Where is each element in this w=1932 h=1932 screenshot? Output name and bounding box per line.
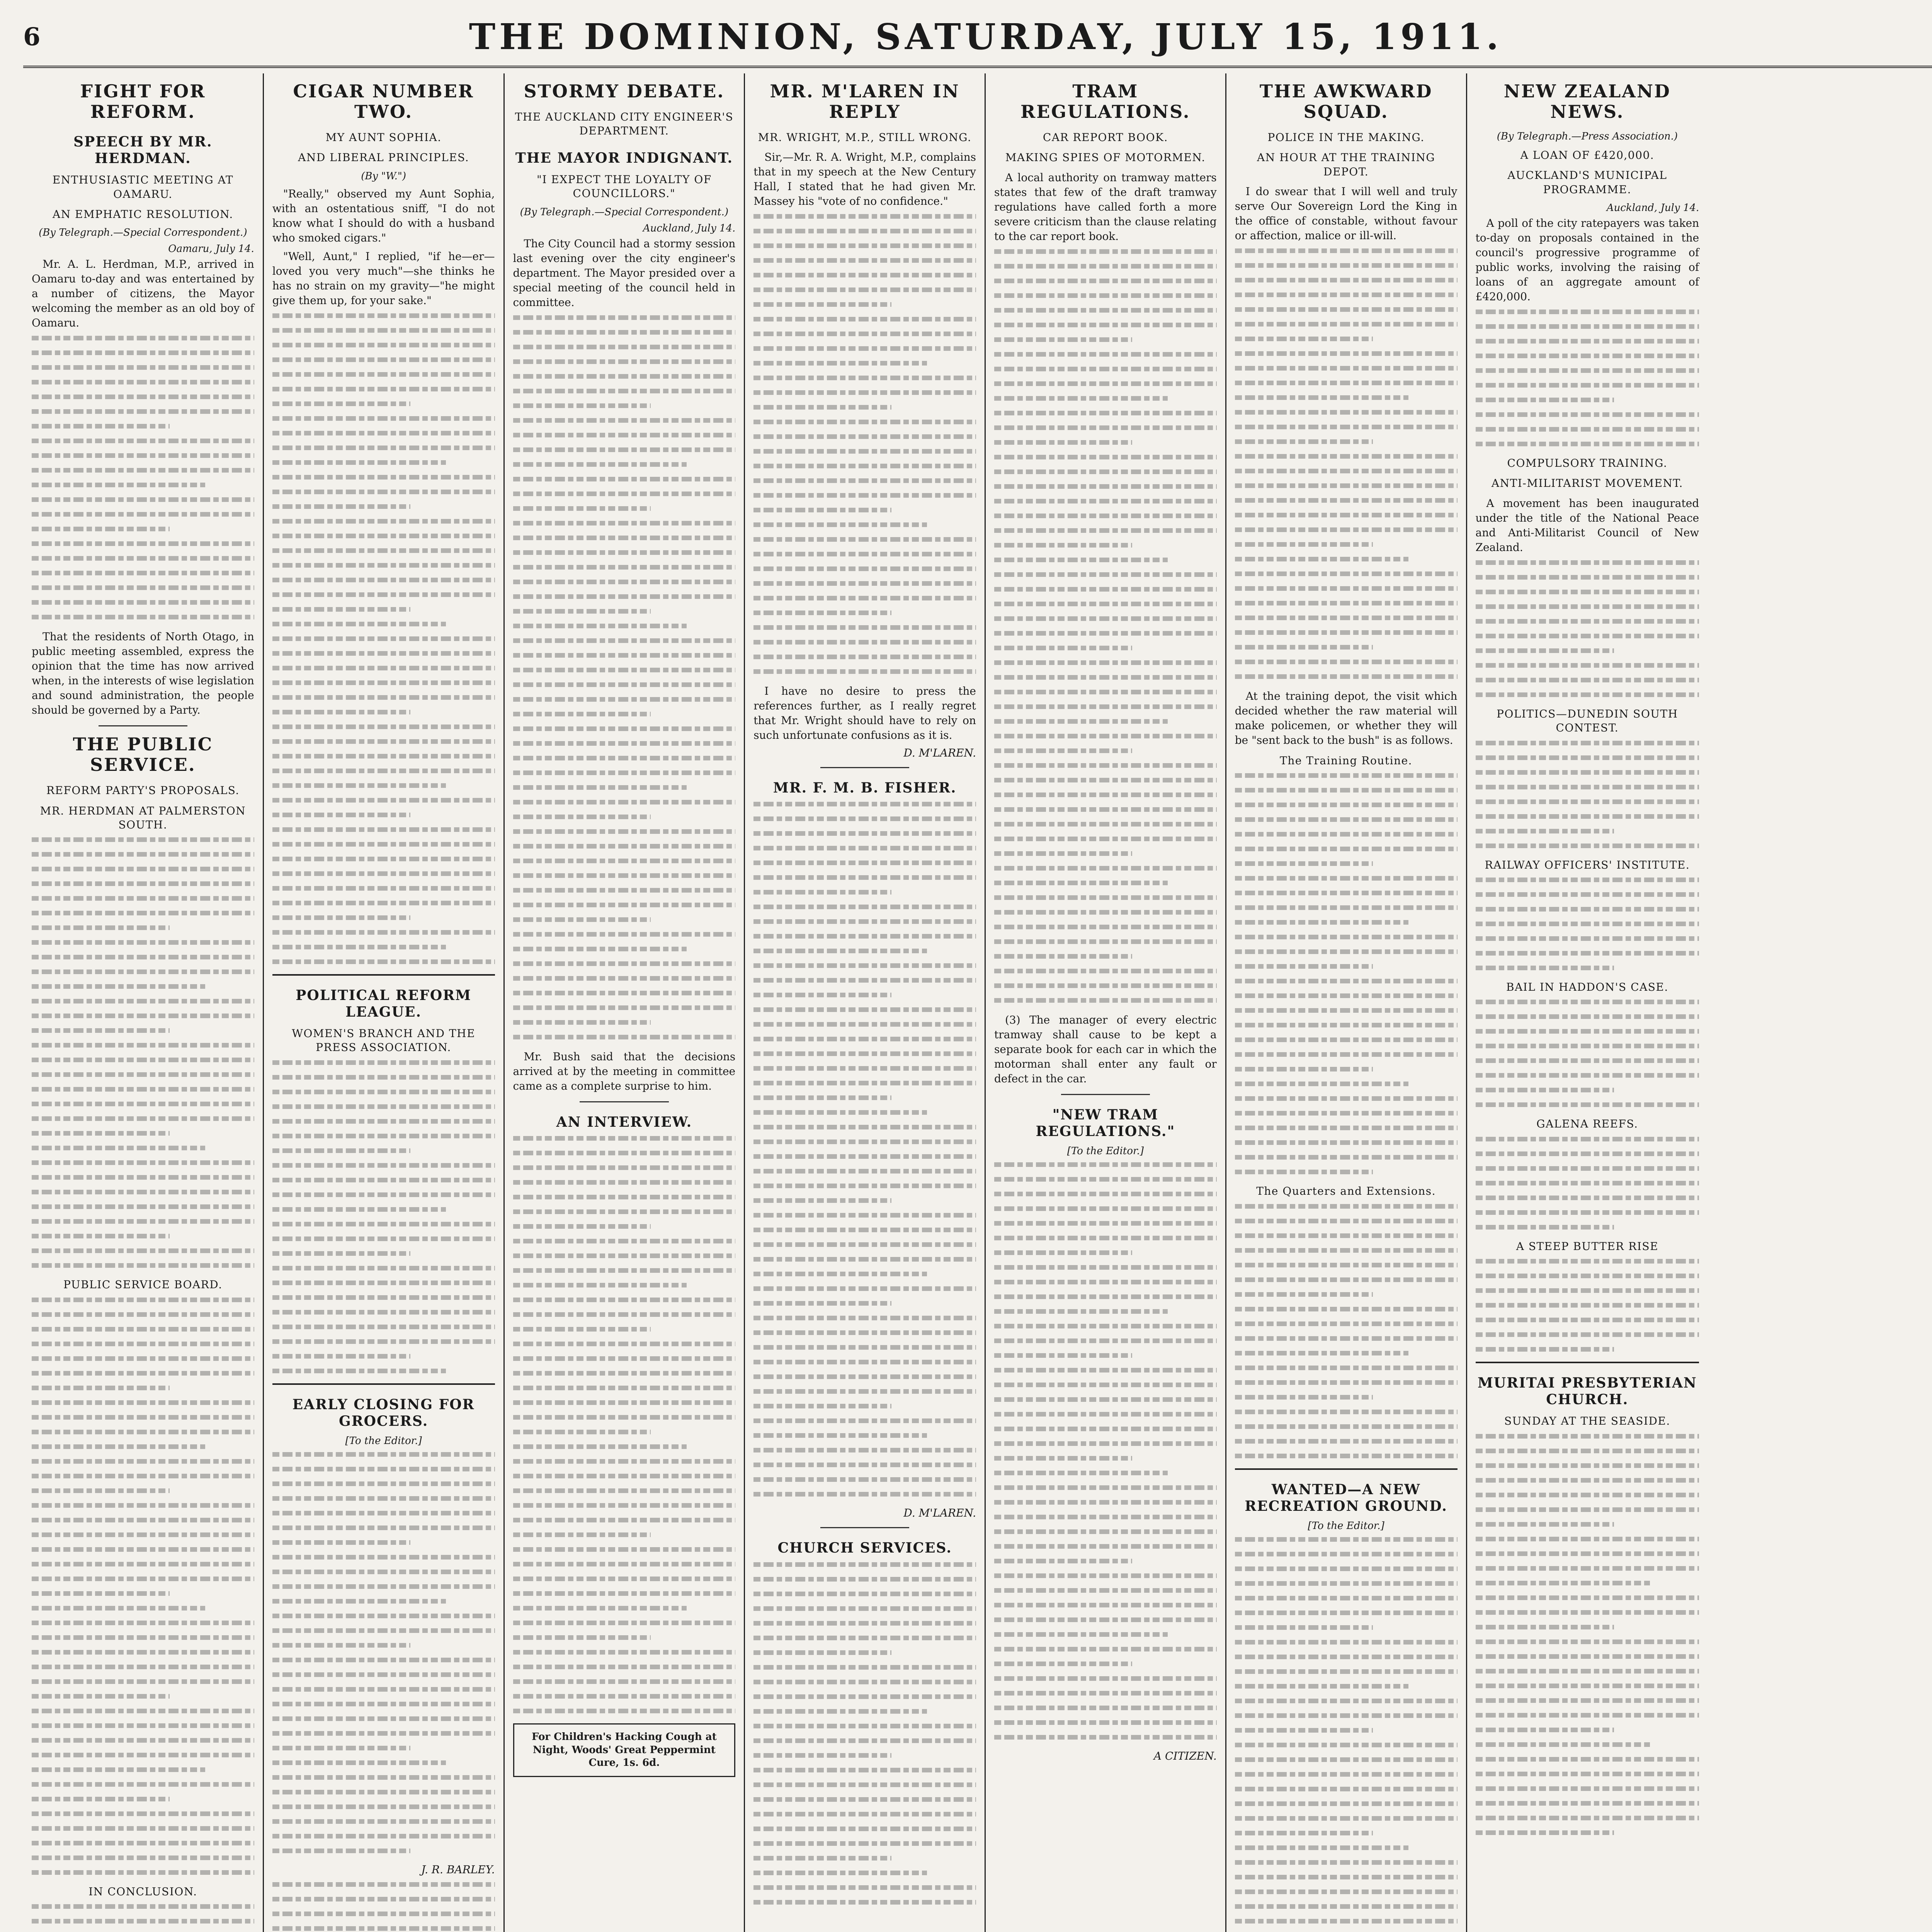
article-paragraph: "Really," observed my Aunt Sophia, with an ostentatious sniff, "I do not know what I should do with a husband who smoked cigars." — [272, 187, 495, 244]
page-columns — [23, 73, 1932, 1932]
kicker-2: "I EXPECT THE LOYALTY OF COUNCILLORS." — [536, 173, 712, 200]
letter-signature: A CITIZEN. — [1153, 1749, 1217, 1762]
article-body — [753, 1562, 976, 1905]
article-body — [32, 1298, 254, 1875]
article-body — [1235, 1537, 1458, 1932]
section-kicker: POLITICS—DUNEDIN SOUTH CONTEST. — [1497, 707, 1678, 735]
article-body — [32, 1904, 254, 1932]
section-headline: WANTED—A NEW RECREATION GROUND. — [1245, 1481, 1447, 1514]
divider — [820, 1527, 909, 1528]
headline: TRAM REGULATIONS. — [1020, 81, 1190, 122]
article-body — [1235, 773, 1458, 1174]
section-kicker: MR. HERDMAN AT PALMERSTON SOUTH. — [40, 804, 246, 831]
kicker: A LOAN OF £420,000. — [1520, 148, 1655, 162]
byline: (By Telegraph.—Special Correspondent.) — [520, 206, 729, 218]
article-body — [994, 249, 1217, 1003]
headline: NEW ZEALAND NEWS. — [1503, 81, 1671, 122]
masthead — [23, 8, 1932, 68]
section-kicker: The Quarters and Extensions. — [1256, 1185, 1436, 1198]
headline: MR. M'LAREN IN REPLY — [770, 81, 960, 122]
article-paragraph: (3) The manager of every electric tramway shall cause to be kept a separate book for each car in which the motorman shall enter any fault or defect in the car. — [994, 1013, 1217, 1085]
subheadline: POLICE IN THE MAKING. — [1267, 131, 1425, 144]
column-cigar-number-two — [264, 73, 505, 1932]
letter-signature: D. M'LAREN. — [903, 1507, 976, 1520]
section-kicker: A STEEP BUTTER RISE — [1516, 1240, 1659, 1253]
subheadline: SPEECH BY MR. HERDMAN. — [73, 133, 213, 167]
divider — [1476, 1362, 1699, 1363]
headline: THE AWKWARD SQUAD. — [1259, 81, 1433, 122]
byline: (By "W.") — [361, 170, 406, 182]
section-headline: MURITAI PRESBYTERIAN CHURCH. — [1477, 1375, 1697, 1408]
article-paragraph: Sir,—Mr. R. A. Wright, M.P., complains that in my speech at the New Century Hall, I stated that he had given Mr. Massey his "vote of no confidence." — [753, 151, 976, 208]
divider — [1061, 1094, 1150, 1095]
section-headline: THE PUBLIC SERVICE. — [73, 734, 213, 776]
divider — [580, 1101, 668, 1102]
column-mclaren-reply — [745, 73, 986, 1932]
article-body — [513, 1136, 736, 1713]
letter-salutation: [To the Editor.] — [345, 1435, 422, 1447]
letter-signature: D. M'LAREN. — [903, 747, 976, 760]
section-kicker: GALENA REEFS. — [1536, 1117, 1638, 1131]
article-body — [32, 336, 254, 619]
divider — [1235, 1468, 1458, 1470]
article-body — [1476, 560, 1699, 697]
letter-signature: J. R. BARLEY. — [421, 1863, 495, 1876]
article-body — [272, 1882, 495, 1932]
advertisement: For Children's Hacking Cough at Night, Woods' Great Peppermint Cure, 1s. 6d. — [513, 1723, 736, 1777]
divider — [820, 767, 909, 768]
dateline: Auckland, July 14. — [1606, 202, 1699, 214]
kicker: THE MAYOR INDIGNANT. — [515, 150, 733, 166]
divider — [272, 974, 495, 976]
article-paragraph: Mr. Bush said that the decisions arrived at by the meeting in committee came as a complete surprise to him. — [513, 1050, 736, 1092]
headline: CIGAR NUMBER TWO. — [293, 81, 474, 122]
byline: (By Telegraph.—Special Correspondent.) — [39, 227, 247, 239]
kicker: AND LIBERAL PRINCIPLES. — [298, 151, 469, 164]
section-kicker: The Training Routine. — [1280, 754, 1413, 767]
article-body — [1476, 1434, 1699, 1835]
article-paragraph: A movement has been inaugurated under the title of the National Peace and Anti-Militarist Council of New Zealand. — [1475, 497, 1699, 554]
section-subheadline: WOMEN'S BRANCH AND THE PRESS ASSOCIATION. — [292, 1027, 476, 1054]
article-paragraph: That the residents of North Otago, in public meeting assembled, express the opinion that the time has now arrived when, in the interests of wise legislation and sound administration, the people should be governed by a Party. — [32, 630, 254, 717]
divider — [272, 1383, 495, 1385]
article-body — [753, 802, 976, 1497]
section-subheadline: SUNDAY AT THE SEASIDE. — [1504, 1415, 1670, 1428]
article-body — [1476, 741, 1699, 848]
section-headline: CHURCH SERVICES. — [777, 1540, 952, 1556]
kicker: MAKING SPIES OF MOTORMEN. — [1005, 151, 1206, 164]
article-body — [753, 214, 976, 674]
section-kicker: RAILWAY OFFICERS' INSTITUTE. — [1485, 858, 1690, 871]
subheadline: MY AUNT SOPHIA. — [325, 131, 442, 144]
section-kicker: COMPULSORY TRAINING. — [1507, 456, 1668, 469]
dateline: Oamaru, July 14. — [168, 243, 254, 255]
section-kicker: IN CONCLUSION. — [88, 1885, 197, 1898]
page-number: 6 — [23, 22, 41, 51]
column-new-zealand-news — [1467, 73, 1708, 1932]
article-body — [1476, 310, 1699, 446]
newspaper-title: THE DOMINION, SATURDAY, JULY 15, 1911. — [469, 16, 1503, 58]
divider — [99, 725, 187, 726]
column-stormy-debate — [505, 73, 745, 1932]
article-paragraph: A poll of the city ratepayers was taken to-day on proposals contained in the council's progressive programme of public works, involving the raising of loans of an aggregate amount of £420,000. — [1475, 216, 1699, 303]
article-body — [1235, 1204, 1458, 1458]
article-paragraph: At the training depot, the visit which decided whether the raw material will make policemen, or whether they will be "sent back to the bush" is as follows. — [1235, 689, 1458, 747]
article-paragraph: Mr. A. L. Herdman, M.P., arrived in Oamaru to-day and was entertained by a number of citizens, the Mayor welcoming the member as an old boy of Oamaru. — [32, 258, 254, 330]
subheadline: MR. WRIGHT, M.P., STILL WRONG. — [758, 131, 972, 144]
kicker: ENTHUSIASTIC MEETING AT OAMARU. — [52, 173, 233, 201]
article-body — [1235, 248, 1458, 679]
article-paragraph: A local authority on tramway matters states that few of the draft tramway regulations have called forth a more severe criticism than the clause relating to the car report book. — [994, 171, 1217, 243]
article-body — [1476, 1000, 1699, 1107]
article-body — [272, 1060, 495, 1373]
section-headline: EARLY CLOSING FOR GROCERS. — [292, 1396, 475, 1429]
column-awkward-squad — [1226, 73, 1467, 1932]
kicker-2: AUCKLAND'S MUNICIPAL PROGRAMME. — [1507, 169, 1667, 196]
headline: FIGHT FOR REFORM. — [80, 81, 206, 122]
subheadline: CAR REPORT BOOK. — [1043, 131, 1168, 144]
article-paragraph: I do swear that I will well and truly serve Our Sovereign Lord the King in the office of constable, without favour or affection, malice or ill-will. — [1235, 185, 1458, 242]
article-body — [32, 837, 254, 1268]
article-body — [994, 1162, 1217, 1740]
column-tram-regulations — [986, 73, 1226, 1932]
kicker-2: AN EMPHATIC RESOLUTION. — [52, 207, 233, 221]
section-headline: "NEW TRAM REGULATIONS." — [1036, 1106, 1175, 1139]
article-paragraph: The City Council had a stormy session last evening over the city engineer's department. The Mayor presided over a special meeting of the council held in committee. — [513, 237, 736, 309]
article-body — [272, 313, 495, 964]
byline: (By Telegraph.—Press Association.) — [1497, 130, 1678, 142]
section-subheadline: ANTI-MILITARIST MOVEMENT. — [1491, 477, 1683, 490]
column-fight-for-reform — [23, 73, 264, 1932]
article-paragraph: "Well, Aunt," I replied, "if he—er—loved you very much"—she thinks he has no strain on my gravity—"he might give them up, for your sake." — [272, 250, 495, 307]
section-subheadline: REFORM PARTY'S PROPOSALS. — [46, 784, 240, 797]
dateline: Auckland, July 14. — [643, 222, 736, 234]
article-body — [1476, 1137, 1699, 1230]
kicker: AN HOUR AT THE TRAINING DEPOT. — [1257, 151, 1435, 178]
section-kicker: BAIL IN HADDON'S CASE. — [1506, 980, 1668, 993]
section-headline: AN INTERVIEW. — [556, 1114, 692, 1130]
article-body — [272, 1452, 495, 1853]
section-headline: POLITICAL REFORM LEAGUE. — [296, 987, 471, 1020]
section-headline: MR. F. M. B. FISHER. — [773, 780, 957, 796]
letter-salutation: [To the Editor.] — [1308, 1520, 1384, 1532]
article-body — [1476, 1259, 1699, 1352]
letter-salutation: [To the Editor.] — [1067, 1145, 1144, 1157]
article-body — [513, 315, 736, 1039]
section-kicker: PUBLIC SERVICE BOARD. — [63, 1278, 223, 1291]
headline: STORMY DEBATE. — [524, 81, 725, 102]
subheadline: THE AUCKLAND CITY ENGINEER'S DEPARTMENT. — [515, 110, 734, 138]
article-body — [1476, 878, 1699, 970]
article-paragraph: I have no desire to press the references further, as I really regret that Mr. Wright should have to rely on such unfortunate confusions as it is. — [753, 685, 976, 742]
